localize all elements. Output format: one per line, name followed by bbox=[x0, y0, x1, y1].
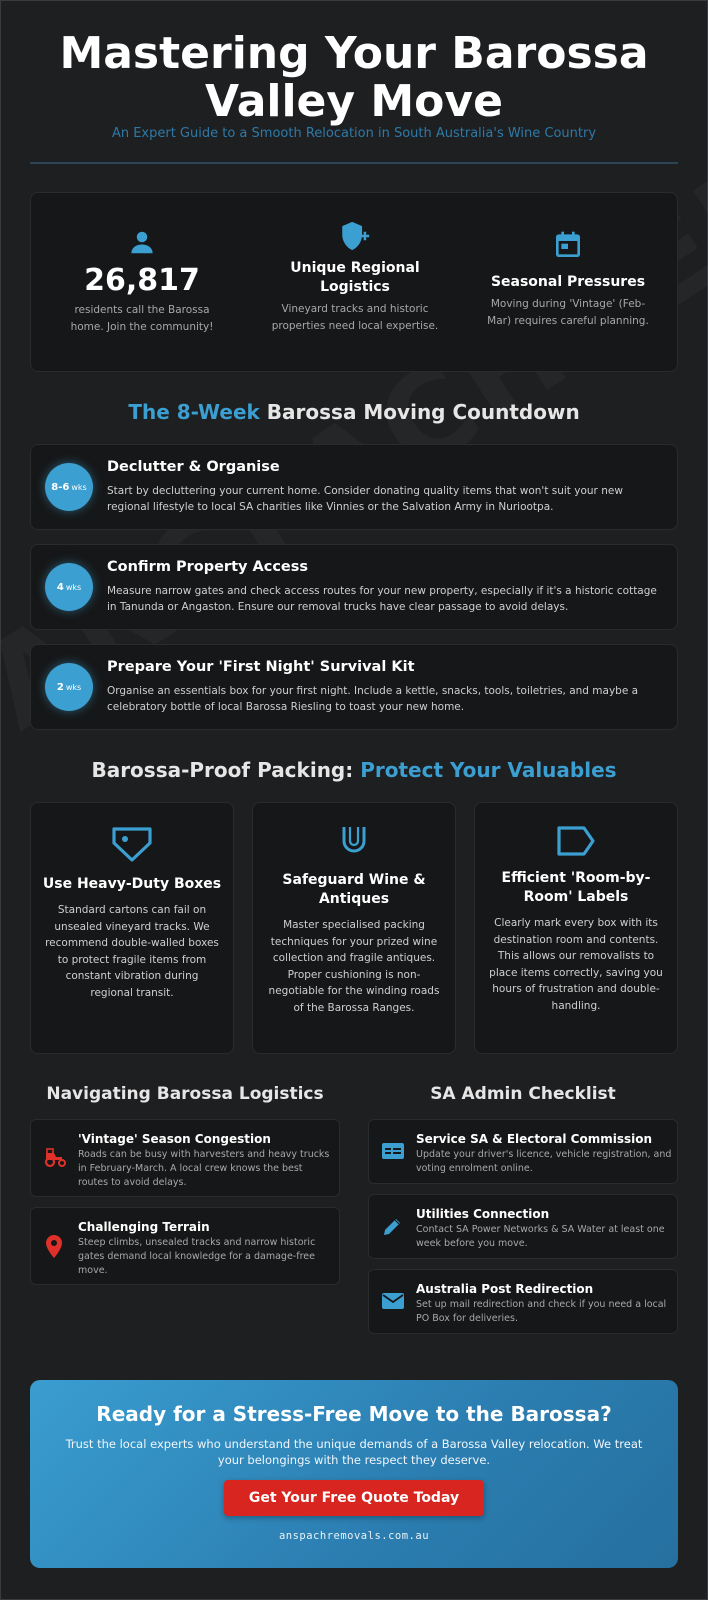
logistics-item-text-line: move. bbox=[78, 1265, 108, 1276]
page-title bbox=[30, 30, 678, 126]
label-icon bbox=[475, 825, 677, 857]
stat-seasonal bbox=[463, 229, 673, 330]
logistics-heading: Navigating Barossa Logistics bbox=[46, 1084, 324, 1104]
week-badge-number: 4 bbox=[56, 581, 64, 593]
logistics-item-text bbox=[78, 1236, 315, 1278]
countdown-step bbox=[30, 544, 678, 630]
id-card-icon bbox=[381, 1141, 405, 1161]
week-badge-unit: wks bbox=[65, 582, 82, 592]
packing-card-title: Use Heavy-Duty Boxes bbox=[42, 876, 222, 892]
week-badge bbox=[45, 563, 93, 611]
stat-seasonal-heading: Seasonal Pressures bbox=[490, 274, 646, 290]
packing-card-title: Efficient 'Room-by-Room' Labels bbox=[501, 870, 651, 905]
stats-panel bbox=[30, 192, 678, 372]
admin-item bbox=[368, 1269, 678, 1334]
magnet-icon bbox=[253, 825, 455, 859]
map-pin-icon bbox=[43, 1234, 65, 1260]
packing-card bbox=[252, 802, 456, 1054]
person-icon bbox=[37, 227, 247, 257]
week-badge-unit: wks bbox=[65, 682, 82, 692]
logistics-item-text-line: Roads can be busy with harvesters and heavy trucks bbox=[78, 1149, 330, 1160]
packing-card-text: Master specialised packing techniques for your prized wine collection and fragile antiques. Proper cushioning is non-negotiable for the winding roads of the Barossa Ranges. bbox=[268, 919, 440, 1014]
countdown-heading-rest: Barossa Moving Countdown bbox=[259, 400, 580, 424]
step-title: Declutter & Organise bbox=[107, 459, 280, 475]
cta-text: Trust the local experts who understand the unique demands of a Barossa Valley relocation. We treat your belongings with the respect they deserve. bbox=[65, 1437, 643, 1467]
stat-seasonal-text: Moving during 'Vintage' (Feb-Mar) requires careful planning. bbox=[487, 298, 649, 327]
calendar-icon bbox=[463, 229, 673, 261]
step-title: Prepare Your 'First Night' Survival Kit bbox=[107, 659, 415, 675]
cta-panel bbox=[30, 1380, 678, 1568]
admin-item bbox=[368, 1119, 678, 1184]
admin-item-title: Australia Post Redirection bbox=[416, 1282, 594, 1296]
packing-heading-rest: Barossa-Proof Packing: bbox=[91, 758, 361, 782]
packing-card-text: Standard cartons can fail on unsealed vineyard tracks. We recommend double-walled boxes to protect fragile items from constant vibration during regional transit. bbox=[45, 904, 219, 999]
logistics-item bbox=[30, 1119, 340, 1197]
week-badge-number: 8-6 bbox=[51, 481, 70, 493]
logistics-item-title: 'Vintage' Season Congestion bbox=[78, 1132, 271, 1146]
logistics-item-title: Challenging Terrain bbox=[78, 1220, 210, 1234]
packing-card bbox=[474, 802, 678, 1054]
packing-heading-accent: Protect Your Valuables bbox=[360, 758, 617, 782]
step-text: Start by decluttering your current home. Consider donating quality items that won't suit your new regional lifestyle to local SA charities like Vinnies or the Salvation Army in Nuriootpa. bbox=[107, 485, 623, 513]
admin-item-text-line: week before you move. bbox=[416, 1238, 528, 1249]
step-text: Measure narrow gates and check access routes for your new property, especially if it's a historic cottage in Tanunda or Angaston. Ensure our removal trucks have clear passage to avoid delays. bbox=[107, 585, 657, 613]
packing-heading bbox=[30, 758, 678, 782]
title-line-1: Mastering Your Barossa bbox=[59, 28, 649, 79]
logistics-item-text bbox=[78, 1148, 329, 1190]
countdown-heading-accent: The 8-Week bbox=[128, 400, 260, 424]
shield-plus-icon bbox=[250, 219, 460, 253]
admin-item-text bbox=[416, 1298, 666, 1326]
stat-residents bbox=[37, 227, 247, 336]
header-divider bbox=[30, 162, 678, 164]
stat-residents-number: 26,817 bbox=[84, 263, 200, 298]
admin-item-text bbox=[416, 1148, 671, 1176]
admin-item-text-line: PO Box for deliveries. bbox=[416, 1313, 518, 1324]
logistics-item bbox=[30, 1207, 340, 1285]
week-badge-unit: wks bbox=[71, 482, 87, 492]
page-subtitle: An Expert Guide to a Smooth Relocation in South Australia's Wine Country bbox=[111, 126, 597, 141]
admin-item-text-line: Update your driver's licence, vehicle registration, and bbox=[416, 1149, 672, 1160]
packing-card bbox=[30, 802, 234, 1054]
step-title: Confirm Property Access bbox=[107, 559, 309, 575]
get-quote-button[interactable]: Get Your Free Quote Today bbox=[224, 1480, 484, 1516]
countdown-heading bbox=[30, 400, 678, 424]
step-text: Organise an essentials box for your first night. Include a kettle, snacks, tools, toiletries, and maybe a celebratory bottle of local Barossa Riesling to toast your new home. bbox=[107, 685, 639, 713]
week-badge bbox=[45, 663, 93, 711]
title-line-2: Valley Move bbox=[205, 76, 503, 127]
logistics-item-text-line: Steep climbs, unsealed tracks and narrow historic bbox=[78, 1237, 316, 1248]
admin-item-text bbox=[416, 1223, 665, 1251]
admin-item-text-line: Contact SA Power Networks & SA Water at least one bbox=[416, 1224, 665, 1235]
admin-heading: SA Admin Checklist bbox=[430, 1084, 616, 1104]
stat-logistics-heading: Unique Regional Logistics bbox=[290, 260, 420, 295]
admin-item-text-line: voting enrolment online. bbox=[416, 1163, 533, 1174]
stat-logistics-text: Vineyard tracks and historic properties need local expertise. bbox=[271, 303, 439, 332]
week-badge bbox=[45, 463, 93, 511]
stat-residents-text: residents call the Barossa home. Join the community! bbox=[70, 304, 214, 333]
logistics-item-text-line: in February-March. A local crew knows the best bbox=[78, 1163, 303, 1174]
packing-card-title: Safeguard Wine & Antiques bbox=[282, 872, 426, 907]
countdown-step bbox=[30, 644, 678, 730]
logistics-item-text-line: gates demand local knowledge for a damage-free bbox=[78, 1251, 315, 1262]
website-link[interactable]: anspachremovals.com.au bbox=[278, 1530, 430, 1542]
stat-logistics bbox=[250, 219, 460, 335]
box-tag-icon bbox=[31, 825, 233, 863]
tractor-icon bbox=[43, 1146, 67, 1168]
logistics-item-text-line: routes to avoid delays. bbox=[78, 1177, 187, 1188]
admin-item-text-line: Set up mail redirection and check if you need a local bbox=[416, 1299, 667, 1310]
mail-icon bbox=[381, 1292, 405, 1310]
cta-heading: Ready for a Stress-Free Move to the Barossa? bbox=[96, 1402, 612, 1426]
admin-item bbox=[368, 1194, 678, 1259]
week-badge-number: 2 bbox=[56, 681, 64, 693]
packing-card-text: Clearly mark every box with its destination room and contents. This allows our removalists to place items correctly, saving you hours of frustration and double-handling. bbox=[489, 917, 663, 1012]
pencil-icon bbox=[381, 1216, 403, 1238]
countdown-step bbox=[30, 444, 678, 530]
admin-item-title: Utilities Connection bbox=[416, 1207, 550, 1221]
admin-item-title: Service SA & Electoral Commission bbox=[416, 1132, 653, 1146]
